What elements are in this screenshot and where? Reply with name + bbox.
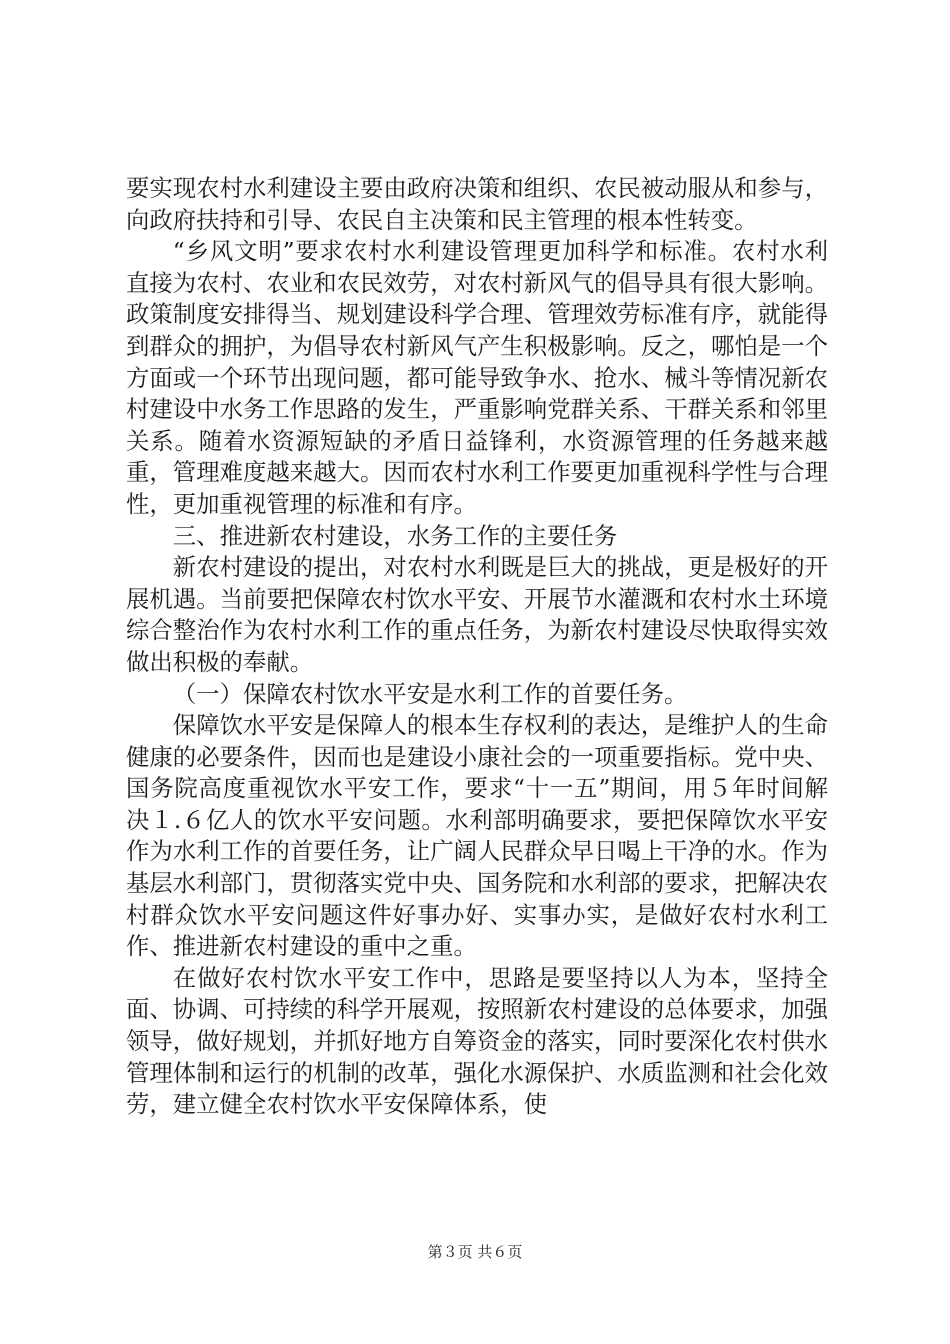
- subheading-drinking-water-safety: （一）保障农村饮水平安是水利工作的首要任务。: [172, 679, 688, 708]
- document-body: [126, 173, 828, 1121]
- paragraph-drinking-water-approach: 在做好农村饮水平安工作中，思路是要坚持以人为本，坚持全面、协调、可持续的科学开展观，按照新农村建设的总体要求，加强领导，做好规划，并抓好地方自筹资金的落实，同时要深化农村供水管理体制和运行的机制的改革，强化水源保护、水质监测和社会化效劳，建立健全农村饮水平安保障体系，使: [126, 963, 828, 1119]
- page-number-label: 第３页 共６页: [427, 1243, 523, 1261]
- paragraph-continuation: 要实现农村水利建设主要由政府决策和组织、农民被动服从和参与，向政府扶持和引导、农民自主决策和民主管理的根本性转变。: [126, 174, 828, 234]
- section-heading-main-tasks: 三、推进新农村建设，水务工作的主要任务: [172, 521, 618, 550]
- paragraph-drinking-water-importance: 保障饮水平安是保障人的根本生存权利的表达，是维护人的生命健康的必要条件，因而也是建设小康社会的一项重要指标。党中央、国务院高度重视饮水平安工作，要求“十一五”期间，用５年时间解决１.６亿人的饮水平安问题。水利部明确要求，要把保障饮水平安作为水利工作的首要任务，让广阔人民群众早日喝上干净的水。作为基层水利部门，贯彻落实党中央、国务院和水利部的要求，把解决农村群众饮水平安问题这件好事办好、实事办实，是做好农村水利工作、推进新农村建设的重中之重。: [126, 711, 828, 961]
- paragraph-new-countryside: 新农村建设的提出，对农村水利既是巨大的挑战，更是极好的开展机遇。当前要把保障农村饮水平安、开展节水灌溉和农村水土环境综合整治作为农村水利工作的重点任务，为新农村建设尽快取得实效做出积极的奉献。: [126, 553, 828, 676]
- paragraph-rural-civilization: “乡风文明”要求农村水利建设管理更加科学和标准。农村水利直接为农村、农业和农民效劳，对农村新风气的倡导具有很大影响。政策制度安排得当、规划建设科学合理、管理效劳标准有序，就能得到群众的拥护，为倡导农村新风气产生积极影响。反之，哪怕是一个方面或一个环节出现问题，都可能导致争水、抢水、械斗等情况新农村建设中水务工作思路的发生，严重影响党群关系、干群关系和邻里关系。随着水资源短缺的矛盾日益锋利，水资源管理的任务越来越重，管理难度越来越大。因而农村水利工作要更加重视科学性与合理性，更加重视管理的标准和有序。: [126, 237, 828, 518]
- page-footer: [0, 1242, 950, 1262]
